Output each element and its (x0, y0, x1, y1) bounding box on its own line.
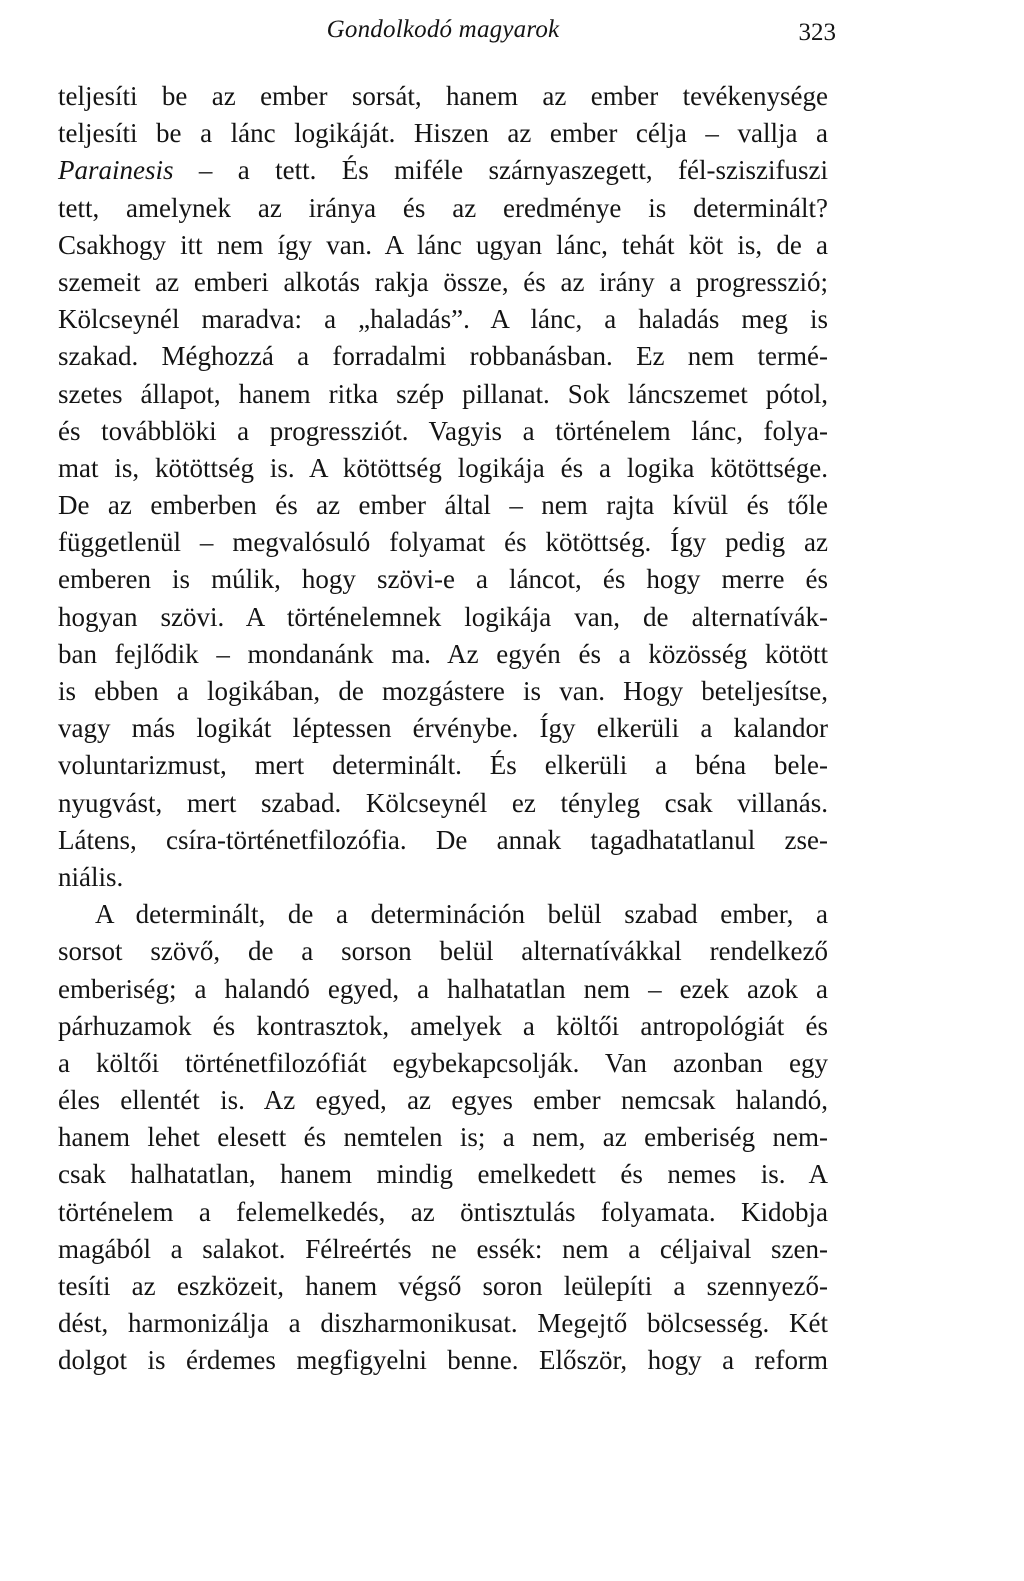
body-text (58, 78, 828, 1380)
text-line: éles ellentét is. Az egyed, az egyes ember nemcsak halandó, (58, 1085, 828, 1116)
text-line: mat is, kötöttség is. A kötöttség logikája és a logika kötöttsége. (58, 452, 828, 483)
text-line: De az emberben és az ember által – nem rajta kívül és tőle (58, 490, 828, 521)
text-line: niális. (58, 861, 124, 892)
text-line: nyugvást, mert szabad. Kölcseynél ez tényleg csak villanás. (58, 787, 828, 818)
text-line: szetes állapot, hanem ritka szép pillanat. Sok láncszemet pótol, (58, 378, 828, 409)
running-title: Gondolkodó magyarok (326, 16, 560, 43)
text-line: dést, harmonizálja a diszharmonikusat. Megejtő bölcsesség. Két (58, 1308, 828, 1339)
paragraph-1 (58, 78, 828, 896)
text-line: tesíti az eszközeit, hanem végső soron leülepíti a szennyező- (58, 1271, 828, 1301)
text-line (58, 152, 828, 189)
text-line: és továbblöki a progressziót. Vagyis a történelem lánc, folya- (58, 415, 828, 446)
text-line: csak halhatatlan, hanem mindig emelkedett és nemes is. A (58, 1159, 828, 1190)
text-line: Kölcseynél maradva: a „haladás”. A lánc, a haladás meg is (58, 304, 828, 335)
text-line: függetlenül – megvalósuló folyamat és kötöttség. Így pedig az (58, 527, 828, 558)
text-line: párhuzamok és kontrasztok, amelyek a költői antropológiát és (58, 1010, 828, 1041)
text-line: tett, amelynek az iránya és az eredménye is determinált? (58, 192, 828, 223)
text-line: emberiség; a halandó egyed, a halhatatlan nem – ezek azok a (58, 973, 828, 1004)
text-line: voluntarizmust, mert determinált. És elkerüli a béna bele- (58, 750, 828, 781)
text-line: teljesíti be a lánc logikáját. Hiszen az ember célja – vallja a (58, 118, 828, 149)
text-line: hogyan szövi. A történelemnek logikája van, de alternatívák- (58, 601, 828, 632)
text-line: szakad. Méghozzá a forradalmi robbanásban. Ez nem termé- (58, 341, 828, 372)
text-line: vagy más logikát léptessen érvénybe. Így elkerüli a kalandor (58, 713, 828, 744)
text-line: sorsot szövő, de a sorson belül alternatívákkal rendelkező (58, 936, 828, 967)
text-line: magából a salakot. Félreértés ne essék: nem a céljaival szen- (58, 1233, 828, 1264)
page-number: 323 (798, 19, 836, 46)
text-line: A determinált, de a determináción belül szabad ember, a (95, 899, 828, 930)
text-line: dolgot is érdemes megfigyelni benne. Először, hogy a reform (58, 1345, 828, 1376)
text-line: emberen is múlik, hogy szövi-e a láncot, és hogy merre és (58, 564, 828, 595)
text-line-rest: – a tett. És miféle szárnyaszegett, fél-sziszifuszi (173, 155, 828, 186)
running-header (58, 10, 836, 54)
text-line: Csakhogy itt nem így van. A lánc ugyan lánc, tehát köt is, de a (58, 229, 828, 260)
text-line: teljesíti be az ember sorsát, hanem az ember tevékenysége (58, 81, 828, 111)
text-line: ban fejlődik – mondanánk ma. Az egyén és a közösség kötött (58, 638, 828, 669)
text-line: hanem lehet elesett és nemtelen is; a nem, az emberiség nem- (58, 1122, 828, 1153)
text-line: is ebben a logikában, de mozgástere is van. Hogy beteljesítse, (58, 676, 828, 706)
italic-title-parainesis: Parainesis (58, 155, 174, 186)
text-line: történelem a felemelkedés, az öntisztulás folyamata. Kidobja (58, 1196, 828, 1227)
paragraph-2 (58, 896, 828, 1379)
text-line: Látens, csíra-történetfilozófia. De annak tagadhatatlanul zse- (58, 824, 828, 855)
text-line: a költői történetfilozófiát egybekapcsolják. Van azonban egy (58, 1047, 828, 1078)
text-line: szemeit az emberi alkotás rakja össze, és az irány a progresszió; (58, 266, 828, 297)
book-page (58, 10, 836, 1380)
